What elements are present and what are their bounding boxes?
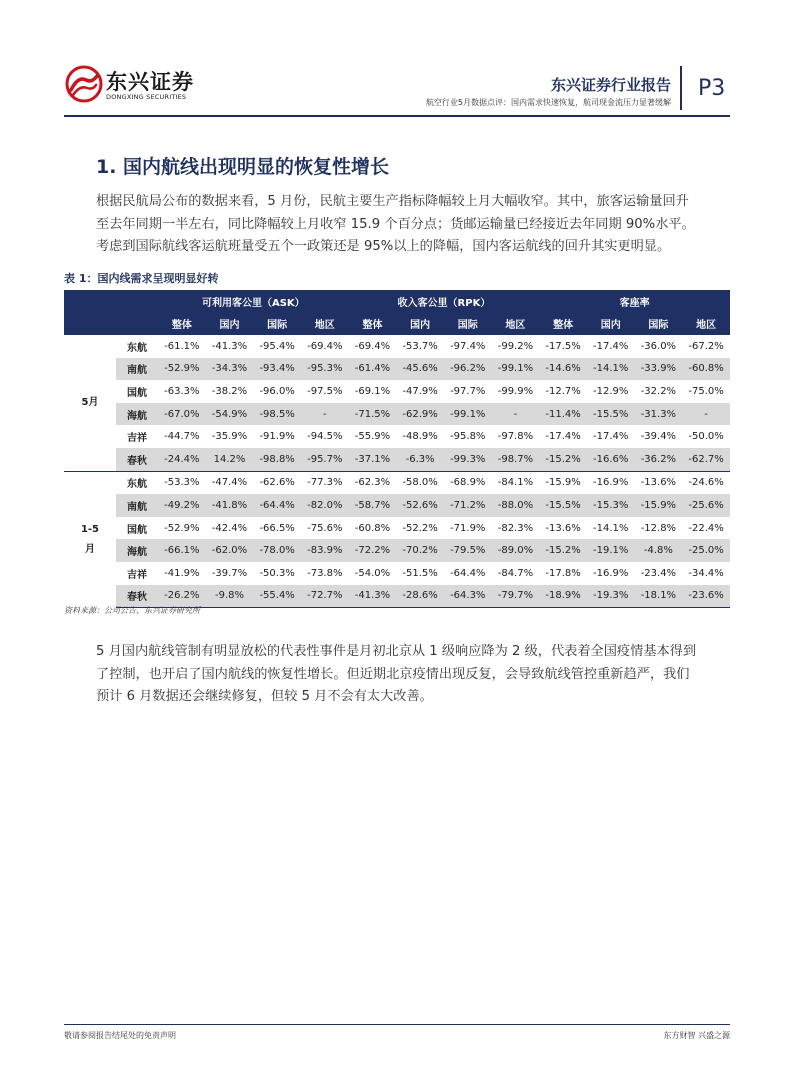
value-cell: -71.9% (450, 522, 486, 534)
sub-header: 国际 (253, 312, 301, 335)
value-cell: -15.5% (587, 403, 635, 426)
value-cell: -66.5% (259, 522, 295, 534)
value-cell: -14.1% (593, 522, 629, 534)
value-cell: -79.7% (492, 585, 540, 608)
paragraph-line: 预计 6 月数据还会继续修复，但较 5 月不会有太大改善。 (96, 689, 433, 705)
value-cell: -62.0% (206, 539, 254, 562)
header-rule (64, 115, 730, 117)
table-row (64, 448, 730, 471)
table-row (64, 380, 730, 403)
value-cell: -26.2% (158, 585, 206, 608)
value-cell: -32.2% (640, 385, 677, 397)
value-cell: -23.4% (640, 567, 677, 579)
airline-name: 海航 (116, 539, 158, 562)
value-cell: 14.2% (206, 448, 254, 471)
value-cell: -98.8% (253, 448, 301, 471)
value-cell: - (301, 403, 349, 426)
paragraph-line: 了控制，也开启了国内航线的恢复性增长。但近期北京疫情出现反复，会导致航线管控重新趋严，我们 (96, 666, 690, 682)
paragraph-line: 考虑到国际航线客运航班量受五个一政策还是 95%以上的降幅，国内客运航线的回升其实更明显。 (96, 239, 671, 255)
sub-header: 整体 (158, 312, 206, 335)
value-cell: -58.0% (396, 471, 444, 494)
value-cell: -55.9% (354, 431, 391, 443)
value-cell: -16.9% (587, 471, 635, 494)
paragraph-line: 5 月国内航线管制有明显放松的代表性事件是月初北京从 1 级响应降为 2 级，代表着全国疫情基本得到 (96, 644, 697, 659)
sub-header: 国内 (587, 312, 635, 335)
logo-english-name: DONGXING SECURITIES (106, 93, 187, 101)
value-cell: -16.9% (593, 567, 629, 579)
header-blank (64, 312, 158, 335)
value-cell: -99.1% (492, 358, 540, 381)
value-cell: -69.4% (301, 335, 349, 358)
value-cell: -17.4% (545, 431, 581, 443)
value-cell: -25.6% (682, 494, 730, 517)
value-cell: -45.6% (396, 358, 444, 381)
value-cell: -67.2% (682, 335, 730, 358)
header-ask: 可利用客公里（ASK） (158, 290, 349, 312)
paragraph-line: 至去年同期一半左右，同比降幅较上月收窄 15.9 个百分点；货邮运输量已经接近去年同期 90%水平。 (96, 216, 695, 232)
paragraph-line: 根据民航局公布的数据来看，5 月份，民航主要生产指标降幅较上月大幅收窄。其中，旅客运输量回升 (96, 194, 689, 209)
value-cell: -33.9% (635, 358, 683, 381)
page-header (0, 0, 794, 120)
value-cell: -11.4% (539, 403, 587, 426)
value-cell: -99.9% (497, 385, 534, 397)
value-cell: -52.6% (396, 494, 444, 517)
value-cell: -39.7% (211, 567, 248, 579)
airline-name: 国航 (127, 524, 147, 536)
logo-emblem-icon (64, 64, 104, 104)
value-cell: -13.6% (635, 471, 683, 494)
table-group-header-row (64, 290, 730, 312)
value-cell: -68.9% (444, 471, 492, 494)
value-cell: -97.8% (497, 431, 534, 443)
airline-name: 南航 (116, 358, 158, 381)
value-cell: -94.5% (307, 431, 343, 443)
value-cell: -62.3% (349, 471, 397, 494)
value-cell: -15.2% (539, 539, 587, 562)
value-cell: -95.8% (450, 431, 486, 443)
value-cell: -63.3% (164, 385, 200, 397)
value-cell: -70.2% (396, 539, 444, 562)
sub-header: 国际 (444, 312, 492, 335)
company-logo (64, 64, 194, 108)
table-caption: 表 1：国内线需求呈现明显好转 (64, 272, 219, 285)
value-cell: -99.1% (444, 403, 492, 426)
sub-header: 整体 (539, 312, 587, 335)
report-title: 东兴证券行业报告 (550, 76, 671, 94)
value-cell: -22.4% (688, 522, 724, 534)
value-cell: -41.3% (206, 335, 254, 358)
airline-name: 春秋 (116, 585, 158, 608)
value-cell: -41.9% (164, 567, 200, 579)
sub-header: 地区 (301, 312, 349, 335)
table-row (64, 517, 730, 540)
value-cell: -64.3% (444, 585, 492, 608)
value-cell: -62.9% (396, 403, 444, 426)
value-cell: -34.4% (688, 567, 724, 579)
value-cell: -72.2% (349, 539, 397, 562)
value-cell: -55.4% (253, 585, 301, 608)
sub-header: 地区 (682, 312, 730, 335)
value-cell: -47.9% (402, 385, 438, 397)
sub-header: 地区 (492, 312, 540, 335)
table-row (64, 335, 730, 358)
value-cell: -53.7% (396, 335, 444, 358)
footer-disclaimer: 敬请参阅报告结尾处的免责声明 (64, 1031, 176, 1040)
airline-name: 吉祥 (127, 433, 147, 445)
value-cell: -84.1% (492, 471, 540, 494)
value-cell: -18.9% (539, 585, 587, 608)
value-cell: -95.4% (253, 335, 301, 358)
table-row (64, 494, 730, 517)
value-cell: -15.5% (539, 494, 587, 517)
table-row (64, 425, 730, 448)
value-cell: -62.7% (682, 448, 730, 471)
value-cell: -53.3% (158, 471, 206, 494)
footer-slogan: 东方财智 兴盛之源 (663, 1031, 730, 1040)
value-cell: -52.2% (402, 522, 438, 534)
value-cell: -36.0% (635, 335, 683, 358)
value-cell: -60.8% (354, 522, 391, 534)
table-body (64, 335, 730, 608)
value-cell: -14.1% (587, 358, 635, 381)
value-cell: -95.3% (301, 358, 349, 381)
value-cell: -99.3% (444, 448, 492, 471)
value-cell: -17.4% (593, 431, 629, 443)
value-cell: -25.0% (682, 539, 730, 562)
value-cell: -38.2% (211, 385, 248, 397)
value-cell: -83.9% (301, 539, 349, 562)
page-number: P3 (698, 76, 726, 101)
value-cell: -23.6% (682, 585, 730, 608)
value-cell: -9.8% (206, 585, 254, 608)
value-cell: -69.4% (349, 335, 397, 358)
value-cell: -51.5% (402, 567, 438, 579)
value-cell: -98.7% (492, 448, 540, 471)
footer-rule (64, 1024, 730, 1025)
value-cell: -75.0% (688, 385, 724, 397)
period-label: 月 (85, 543, 95, 555)
value-cell: -42.4% (211, 522, 248, 534)
airline-name: 吉祥 (127, 569, 147, 581)
value-cell: -84.7% (497, 567, 534, 579)
value-cell: -79.5% (444, 539, 492, 562)
value-cell: -41.3% (349, 585, 397, 608)
period-label: 5月 (81, 396, 99, 408)
value-cell: -49.2% (158, 494, 206, 517)
value-cell: -66.1% (158, 539, 206, 562)
value-cell: -17.4% (587, 335, 635, 358)
value-cell: -58.7% (349, 494, 397, 517)
value-cell: -96.0% (259, 385, 295, 397)
value-cell: -61.1% (158, 335, 206, 358)
value-cell: -62.6% (253, 471, 301, 494)
value-cell: -37.1% (349, 448, 397, 471)
value-cell: -24.4% (158, 448, 206, 471)
value-cell: -82.0% (301, 494, 349, 517)
airline-traffic-table (64, 290, 730, 608)
value-cell: -4.8% (635, 539, 683, 562)
value-cell: -97.5% (307, 385, 343, 397)
value-cell: -35.9% (211, 431, 248, 443)
value-cell: -24.6% (682, 471, 730, 494)
value-cell: -60.8% (682, 358, 730, 381)
value-cell: -15.9% (635, 494, 683, 517)
value-cell: -52.9% (164, 522, 200, 534)
table-row (64, 403, 730, 426)
value-cell: -64.4% (450, 567, 486, 579)
value-cell: -31.3% (635, 403, 683, 426)
header-divider (680, 66, 682, 110)
value-cell: -18.1% (635, 585, 683, 608)
value-cell: -54.0% (354, 567, 391, 579)
value-cell: -50.3% (259, 567, 295, 579)
value-cell: -15.9% (539, 471, 587, 494)
value-cell: -48.9% (402, 431, 438, 443)
value-cell: -93.4% (253, 358, 301, 381)
section-title: 1. 国内航线出现明显的恢复性增长 (96, 156, 390, 178)
table-row (64, 539, 730, 562)
sub-header: 国际 (635, 312, 683, 335)
value-cell: -75.6% (307, 522, 343, 534)
table-row (64, 358, 730, 381)
value-cell: -14.6% (539, 358, 587, 381)
value-cell: -73.8% (307, 567, 343, 579)
value-cell: -64.4% (253, 494, 301, 517)
paragraph-analysis (96, 641, 730, 709)
value-cell: -72.7% (301, 585, 349, 608)
paragraph-intro (96, 191, 730, 259)
value-cell: -77.3% (301, 471, 349, 494)
value-cell: -91.9% (259, 431, 295, 443)
value-cell: -47.4% (206, 471, 254, 494)
table-row (64, 471, 730, 494)
value-cell: -13.6% (545, 522, 581, 534)
value-cell: -44.7% (164, 431, 200, 443)
value-cell: -89.0% (492, 539, 540, 562)
value-cell: -12.7% (545, 385, 581, 397)
header-blank (64, 290, 158, 312)
value-cell: -99.2% (492, 335, 540, 358)
airline-name: 海航 (116, 403, 158, 426)
period-cell (64, 471, 116, 608)
logo-chinese-name: 东兴证券 (106, 70, 194, 94)
value-cell: -67.0% (158, 403, 206, 426)
table-row (64, 562, 730, 585)
report-subtitle: 航空行业5月数据点评：国内需求快速恢复，航司现金流压力显著缓解 (425, 98, 671, 107)
header-load-factor: 客座率 (539, 290, 730, 312)
value-cell: -52.9% (158, 358, 206, 381)
value-cell: - (492, 403, 540, 426)
value-cell: -69.1% (354, 385, 391, 397)
value-cell: -19.3% (587, 585, 635, 608)
sub-header: 整体 (349, 312, 397, 335)
value-cell: -98.5% (253, 403, 301, 426)
value-cell: -34.3% (206, 358, 254, 381)
value-cell: -61.4% (349, 358, 397, 381)
value-cell: -95.7% (301, 448, 349, 471)
value-cell: -71.5% (349, 403, 397, 426)
airline-name: 东航 (116, 471, 158, 494)
value-cell: -71.2% (444, 494, 492, 517)
header-rpk: 收入客公里（RPK） (349, 290, 540, 312)
value-cell: -82.3% (497, 522, 534, 534)
airline-name: 春秋 (116, 448, 158, 471)
value-cell: - (682, 403, 730, 426)
value-cell: -78.0% (253, 539, 301, 562)
value-cell: -39.4% (640, 431, 677, 443)
value-cell: -54.9% (206, 403, 254, 426)
value-cell: -15.3% (587, 494, 635, 517)
value-cell: -50.0% (688, 431, 724, 443)
value-cell: -97.7% (450, 385, 486, 397)
table-sub-header-row (64, 312, 730, 335)
value-cell: -15.2% (539, 448, 587, 471)
value-cell: -19.1% (587, 539, 635, 562)
value-cell: -97.4% (444, 335, 492, 358)
airline-name: 南航 (116, 494, 158, 517)
value-cell: -36.2% (635, 448, 683, 471)
airline-name: 东航 (116, 335, 158, 358)
period-cell (64, 335, 116, 472)
value-cell: -16.6% (587, 448, 635, 471)
value-cell: -17.8% (545, 567, 581, 579)
table-source: 资料来源：公司公告、东兴证券研究所 (64, 606, 200, 615)
sub-header: 国内 (206, 312, 254, 335)
airline-name: 国航 (127, 387, 147, 399)
period-label: 1-5 (80, 523, 100, 535)
value-cell: -6.3% (396, 448, 444, 471)
value-cell: -41.8% (206, 494, 254, 517)
value-cell: -12.8% (640, 522, 677, 534)
value-cell: -12.9% (593, 385, 629, 397)
value-cell: -17.5% (539, 335, 587, 358)
sub-header: 国内 (396, 312, 444, 335)
value-cell: -96.2% (444, 358, 492, 381)
value-cell: -88.0% (492, 494, 540, 517)
value-cell: -28.6% (396, 585, 444, 608)
